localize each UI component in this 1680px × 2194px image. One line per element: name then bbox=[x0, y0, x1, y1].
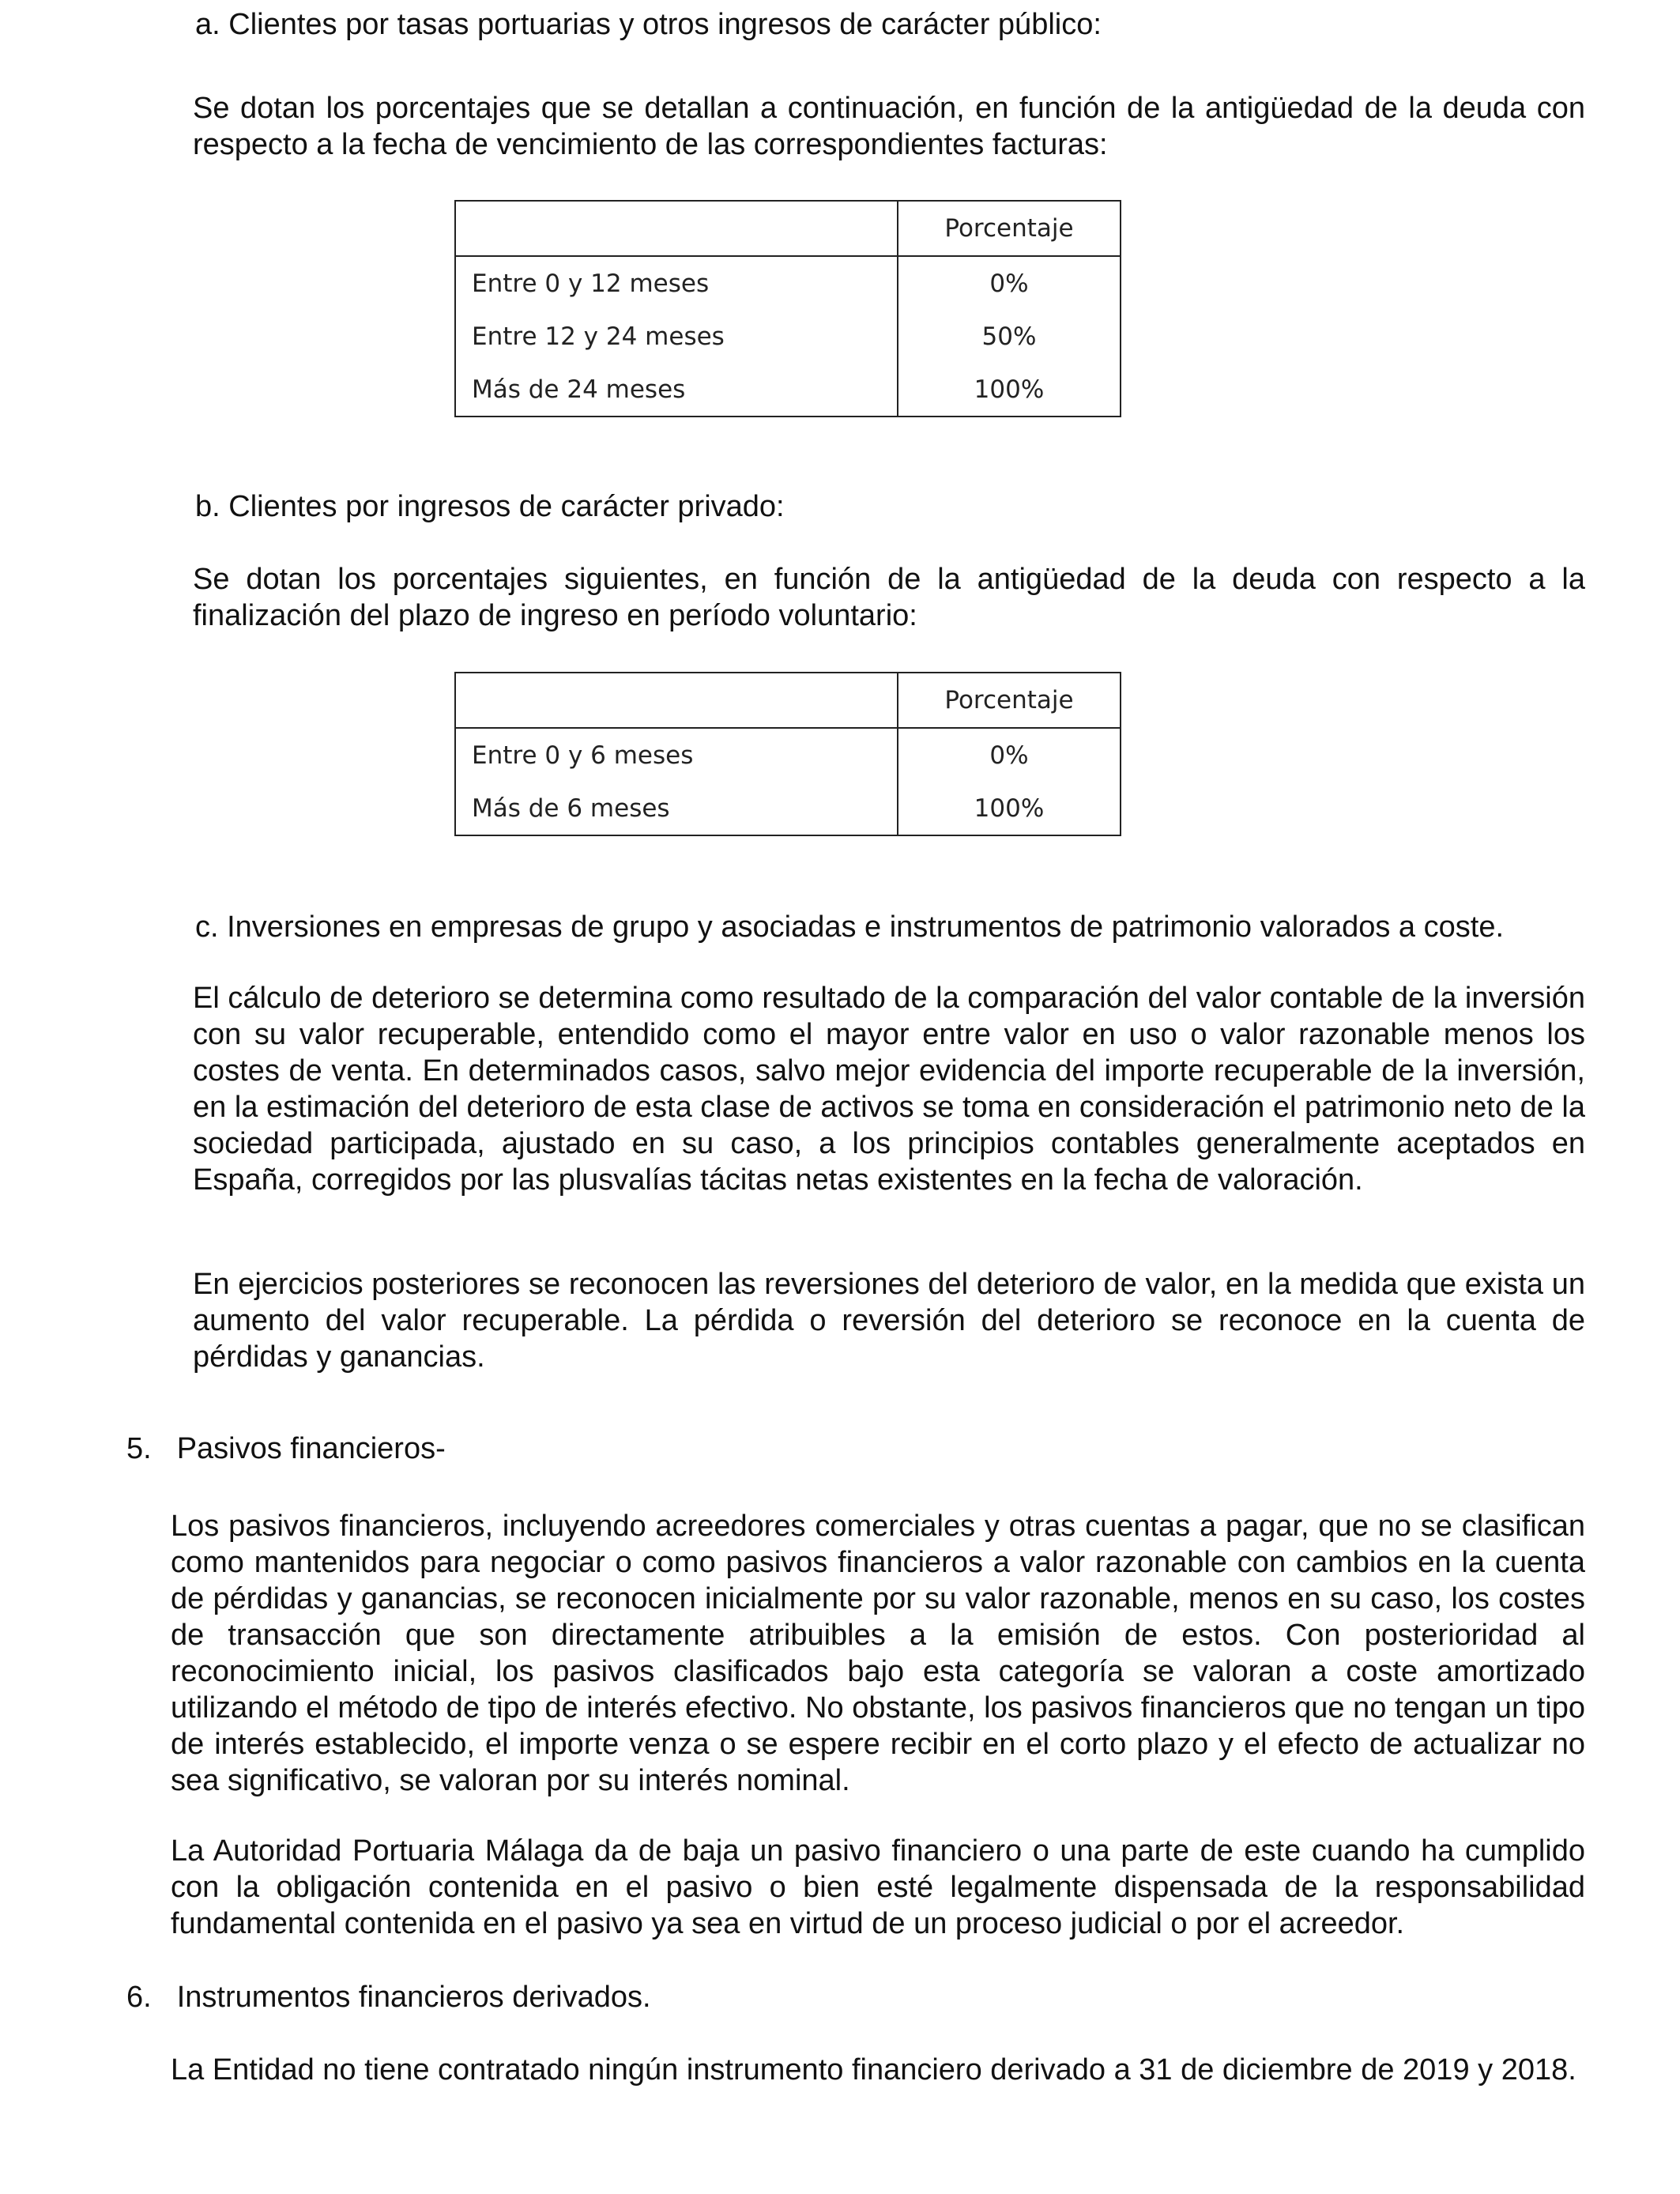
table-b-row-label: Más de 6 meses bbox=[455, 782, 898, 835]
table-b-row-value: 100% bbox=[898, 782, 1121, 835]
table-a-row-label: Entre 0 y 12 meses bbox=[455, 256, 898, 310]
section-5-title: Pasivos financieros- bbox=[176, 1432, 446, 1465]
table-a-header-row bbox=[455, 201, 1121, 256]
table-a-row-label: Entre 12 y 24 meses bbox=[455, 310, 898, 363]
table-a-row-value: 0% bbox=[898, 256, 1121, 310]
section-a-heading: a. Clientes por tasas portuarias y otros ingresos de carácter público: bbox=[195, 8, 1102, 41]
table-a-row-value: 50% bbox=[898, 310, 1121, 363]
section-b-intro: Se dotan los porcentajes siguientes, en función de la antigüedad de la deuda con respecto a la finalización del plazo de ingreso en período voluntario: bbox=[193, 563, 1585, 632]
section-6-paragraph-1: La Entidad no tiene contratado ningún instrumento financiero derivado a 31 de diciembre de 2019 y 2018. bbox=[171, 2053, 1576, 2087]
table-a bbox=[454, 200, 1121, 417]
section-5-paragraph-1: Los pasivos financieros, incluyendo acreedores comerciales y otras cuentas a pagar, que no se clasifican como mantenidos para negociar o como pasivos financieros a valor razonable con cambios en la cuenta de pérdidas y ganancias, se reconocen inicialmente por su valor razonable, menos en su caso, los costes de transacción que son directamente atribuibles a la emisión de estos. Con posterioridad al reconocimiento inicial, los pasivos clasificados bajo esta categoría se valoran a coste amortizado utilizando el método de tipo de interés efectivo. No obstante, los pasivos financieros que no tengan un tipo de interés establecido, el importe venza o se espere recibir en el corto plazo y el efecto de actualizar no sea significativo, se valoran por su interés nominal. bbox=[171, 1510, 1585, 1797]
table-a-header-blank bbox=[455, 201, 898, 256]
table-b-header: Porcentaje bbox=[898, 673, 1121, 728]
table-b bbox=[454, 672, 1121, 836]
section-a-intro: Se dotan los porcentajes que se detallan a continuación, en función de la antigüedad de la deuda con respecto a la fecha de vencimiento de las correspondientes facturas: bbox=[193, 92, 1585, 161]
section-5-paragraph-2: La Autoridad Portuaria Málaga da de baja un pasivo financiero o una parte de este cuando ha cumplido con la obligación contenida en el pasivo o bien esté legalmente dispensada de la responsabilidad fundamental contenida en el pasivo ya sea en virtud de un proceso judicial o por el acreedor. bbox=[171, 1834, 1585, 1940]
table-a-header: Porcentaje bbox=[898, 201, 1121, 256]
section-5-number: 5. bbox=[126, 1432, 152, 1465]
section-6-title: Instrumentos financieros derivados. bbox=[176, 1981, 651, 2014]
table-row bbox=[455, 782, 1121, 835]
section-c-paragraph-1: El cálculo de deterioro se determina como resultado de la comparación del valor contable de la inversión con su valor recuperable, entendido como el mayor entre valor en uso o valor razonable menos los costes de venta. En determinados casos, salvo mejor evidencia del importe recuperable de la inversión, en la estimación del deterioro de esta clase de activos se toma en consideración el patrimonio neto de la sociedad participada, ajustado en su caso, a los principios contables generalmente aceptados en España, corregidos por las plusvalías tácitas netas existentes en la fecha de valoración. bbox=[193, 982, 1585, 1197]
table-b-row-value: 0% bbox=[898, 728, 1121, 782]
table-b-row-label: Entre 0 y 6 meses bbox=[455, 728, 898, 782]
section-6-heading bbox=[126, 1979, 651, 2015]
table-b-header-row bbox=[455, 673, 1121, 728]
table-a-row-label: Más de 24 meses bbox=[455, 363, 898, 417]
table-b-header-blank bbox=[455, 673, 898, 728]
table-row bbox=[455, 728, 1121, 782]
table-row bbox=[455, 310, 1121, 363]
section-5-heading bbox=[126, 1431, 446, 1467]
section-6-number: 6. bbox=[126, 1981, 152, 2014]
table-a-row-value: 100% bbox=[898, 363, 1121, 417]
section-b-heading: b. Clientes por ingresos de carácter privado: bbox=[195, 490, 785, 523]
section-c-heading: c. Inversiones en empresas de grupo y asociadas e instrumentos de patrimonio valorados a coste. bbox=[195, 910, 1505, 944]
table-row bbox=[455, 363, 1121, 417]
section-c-paragraph-2: En ejercicios posteriores se reconocen las reversiones del deterioro de valor, en la medida que exista un aumento del valor recuperable. La pérdida o reversión del deterioro se reconoce en la cuenta de pérdidas y ganancias. bbox=[193, 1268, 1585, 1374]
table-row bbox=[455, 256, 1121, 310]
